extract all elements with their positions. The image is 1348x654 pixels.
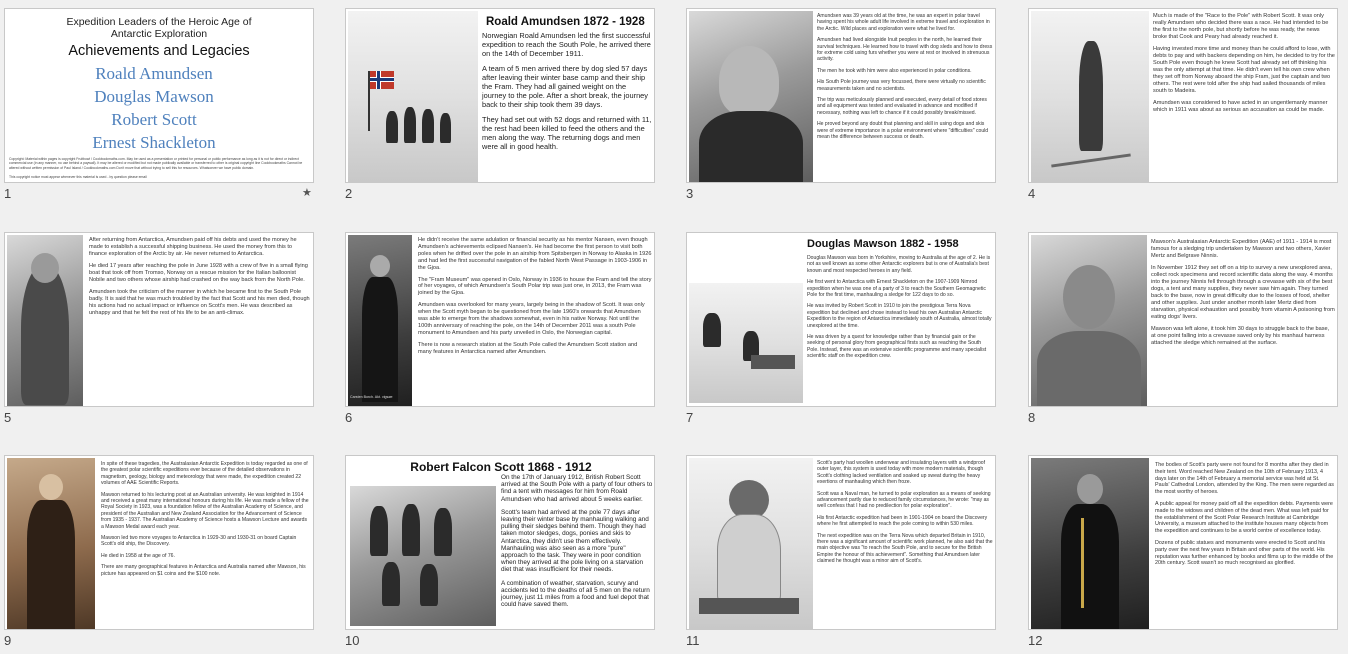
slide-6-para-2: The "Fram Museum" was opened in Oslo, Norway in 1936 to house the Fram and tell the story of her voyages, of which Amundsen's South Polar trip was just one, in 2013, the Fram was joined by the Gjoa. — [418, 276, 652, 297]
slide-5-para-1: After returning from Antarctica, Amundsen paid off his debts and used the money he made to establish a successful shipping business. He used the money from this to finance exploration of the Arctic by air. He never returned to Antarctica. — [89, 237, 297, 257]
amundsen-portrait-photo — [689, 11, 813, 182]
slide-12-para-2: A public appeal for money paid off all the expedition debts. Payments were made to the widows and children of the dead men. What was left paid for the establishment of the Scott Polar Research Institute at Cambridge University, a museum attached to the institute houses many objects from the expedition and continues to be a world centre of excellence today. — [1155, 500, 1333, 535]
slide-7-para-1: Douglas Mawson was born in Yorkshire, moving to Australia at the age of 2. He is not as well known as some other Antarctic explorers but is one of Australia's best known and most respected heroes in any field. — [807, 255, 991, 274]
slide-5-body — [89, 237, 311, 322]
slide-8-body — [1151, 239, 1335, 352]
slide-thumbnail-4[interactable] — [1028, 8, 1338, 183]
slide-2-para-2: A team of 5 men arrived there by dog sled 57 days after leaving their winter base camp and their ship the Fram. They had all gained weight on the journey to the pole. After a short break, the journey back to their ship took them 39 days. — [482, 64, 648, 109]
slide-7-para-3: He was invited by Robert Scott in 1910 to join the prestigious Terra Nova expedition but declined and chose instead to lead his own Australian Antarctic Expedition to the region of Antarctica immediately south of Australia, almost totally unexplored at the time. — [807, 303, 992, 329]
slide-number-8: 8 — [1028, 410, 1036, 425]
flag-icon — [368, 71, 394, 89]
slide-3-para-4: His South Pole journey was very focussed, there were virtually no scientific measurements taken and no scientists. — [817, 79, 986, 92]
slide-3-para-2: Amundsen had lived alongside Inuit peoples in the north, he learned their survival techniques. He learned how to travel with dog sleds and how to dress for extreme cold using furs whether you were at rest or involved in strenuous activity. — [817, 37, 993, 63]
slide-number-4: 4 — [1028, 186, 1036, 201]
slide-number-10: 10 — [345, 633, 360, 648]
slide-number-6: 6 — [345, 410, 353, 425]
slide-7-para-4: He was driven by a quest for knowledge rather than by financial gain or the seeking of personal glory from geographical firsts such as reaching the South Pole. Instead, there was an extensive scientific programme and many specialist scientific staff on the expedition crew. — [807, 334, 987, 360]
amundsen-standing-portrait-photo — [348, 235, 412, 406]
slide-10-para-1: On the 17th of January 1912, British Robert Scott arrived at the South Pole with a party of four others to find a tent with messages for him from Roald Amundsen who had arrived about 5 weeks earlier. — [501, 474, 653, 503]
slide-6-para-3: Amundsen was overlooked for many years, largely being in the shadow of Scott. It was only when the Scott myth began to be questioned from the late 1960's onwards that Amundsen was able to emerge from the shadows somewhat, even in his native Norway. Not until the 100th anniversary of reaching the pole, on the 14th of December 2011 was a south Pole monument to Amundsen and his party unveiled in Oslo, the Norwegian capital. — [418, 302, 645, 336]
slide-5-para-3: Amundsen took the criticism of the manner in which he became first to the South Pole badly. It is said that he was much troubled by the fact that Scott and his men died, though his actions had no actual impact or influence on Scott's men. He was described as unhappy and that he felt the rest of his life to be an anti-climax. — [89, 289, 310, 316]
star-icon[interactable]: ★ — [302, 187, 312, 199]
slide-1-copyright: Copyright: Material within pages is copyright Fruitbowl / Cookbookmaths.com. May be used as a presentation or printed for personal or public performance as long as it is not for direct or indirect commercial use (in any manner, no use behind a paywall). It may be altered or modified but not made publically available or transferred to other is original copyright line Cookbookmaths Cannot be altered without written permission of Paul Island / Cookbookmaths.com Don't move that without trying to sell this for resources. Whatsoever we have public domain. — [9, 157, 303, 170]
slide-9-body — [101, 461, 311, 582]
slide-9-para-3: Mawson led two more voyages to Antarctica in 1929-30 and 1930-31 on board Captain Scott's old ship, the Discovery. — [101, 535, 297, 548]
slide-11-para-3: His first Antarctic expedition had been in 1901-1904 on board the Discovery where he first attempted to reach the pole coming to within 530 miles. — [817, 514, 988, 528]
slide-10-title: Robert Falcon Scott 1868 - 1912 — [410, 460, 592, 474]
slide-12-para-1: The bodies of Scott's party were not found for 8 months after they died in their tent. Word reached New Zealand on the 10th of February 1913, 4 days later on the 14th of February a memorial service was held at St. Pauls' Cathedral London, attended by the King. The men were regarded as the most worthy of heroes. — [1155, 462, 1334, 496]
slide-10-para-3: A combination of weather, starvation, scurvy and accidents led to the deaths of all 5 men on the return journey, just 11 miles from a food and fuel depot that could have saved them. — [501, 579, 650, 609]
slide-3-body — [817, 13, 993, 146]
slide-thumbnail-7[interactable] — [686, 232, 996, 407]
slide-number-7: 7 — [686, 410, 694, 425]
slide-2-title: Roald Amundsen 1872 - 1928 — [486, 16, 645, 28]
slide-6-para-1: He didn't receive the same adulation or financial security as his mentor Nansen, even though Amundsen's achievements eclipsed Nansen's. He had become the first person to visit both poles when he drifted over the pole in an airship from Spitsbergen in Norway to Alaska in 1926 and had led the first successful navigation of the fabled North West Passage in 1903-1906 in the Gjoa. — [418, 237, 652, 271]
slide-11-para-2: Scott was a Naval man, he turned to polar exploration as a means of seeking advancement partly due to reduced family circumstances, he wrote: "may as well confess that I had no predilection for polar exploration". — [817, 490, 991, 510]
slide-thumbnail-2[interactable] — [345, 8, 655, 183]
mawson-sledging-photo — [689, 283, 803, 403]
slide-1-title-line1: Expedition Leaders of the Heroic Age of — [66, 16, 252, 28]
slide-9-para-1: In spite of these tragedies, the Australasian Antarctic Expedition is today regarded as one of the greatest polar scientific expeditions ever because of the detailed observations in magnetism, geology, biology and meteorology that were made, the expedition created 22 volumes of AAE Scientific Reports. — [101, 461, 308, 487]
slide-number-9: 9 — [4, 633, 12, 648]
slide-7-para-2: He first went to Antarctica with Ernest Shackleton on the 1907-1909 Nimrod expedition when he was one of a party of 3 to reach the Southern Geomagnetic Pole for the first time, manhauling a sledge for 122 days to do so. — [807, 279, 986, 299]
slide-3-para-5: The trip was meticulously planned and executed, every detail of food stores and all equipment was tested and evaluated in advance and modified if necessary, nothing was left to chance if it could possibly break/missed. — [817, 97, 987, 116]
slide-8-para-1: Mawson's Australasian Antarctic Expedition (AAE) of 1911 - 1914 is most famous for a sledging trip undertaken by Mawson and two others, Xavier Mertz and Belgrave Ninnis. — [1151, 239, 1332, 259]
slide-1-name-scott: Robert Scott — [111, 110, 197, 129]
slide-number-2: 2 — [345, 186, 353, 201]
slide-1-name-amundsen: Roald Amundsen — [95, 64, 213, 83]
slide-4-body — [1153, 13, 1335, 119]
amundsen-skiing-photo — [1031, 11, 1149, 182]
slide-2-body — [482, 31, 652, 157]
slide-10-para-2: Scott's team had arrived at the pole 77 days after leaving their winter base by manhauling walking and pulling their sledges behind them. Though they had taken motor sledges, dogs, ponies and skis to Antarctica, they didn't use them effectively. Manhauling was also seen as a more "pure" approach to the task. They were in poor condition when they arrived at the pole living on a starvation diet that was insufficient for their needs. — [501, 508, 649, 574]
slide-1-copyright-note: This copyright notice must appear whenever this material is used - by question please email — [9, 175, 147, 179]
slide-1-title-line2: Antarctic Exploration — [110, 28, 208, 40]
slide-7-title: Douglas Mawson 1882 - 1958 — [807, 238, 959, 250]
scott-party-south-pole-photo — [350, 486, 496, 626]
slide-11-para-4: The next expedition was on the Terra Nova which departed Britain in 1910, there was a significant amount of scientific work planned, he also said that the main objective was "to reach the South Pole, and to secure for the British Empire the honour of this achievement". Something that Amundsen later claimed he thought was a minor aim of Scott's. — [817, 532, 993, 565]
slide-number-12: 12 — [1028, 633, 1043, 648]
slide-1-name-mawson: Douglas Mawson — [94, 87, 214, 106]
slide-thumbnail-10[interactable] — [345, 455, 655, 630]
amundsen-south-pole-photo — [348, 11, 478, 182]
slide-6-body — [418, 237, 652, 361]
slide-9-para-2: Mawson returned to his lecturing post at an Australian university. He was knighted in 1914 and received a great many international honours during his life. He was made a fellow of the Royal Society in 1923, was a foundation fellow of the Australian Academy of Science, and president of the Australian and New Zealand Association for the Advancement of Science from 1935 - 1937. The Australian Academy of Science hosts a Mawson Lecture and awards a Mawson Medal award each year. — [101, 491, 309, 530]
slide-9-para-5: There are many geographical features in Antarctica and Australia named after Mawson, his picture has appeared on $1 coins and the $100 note. — [101, 564, 306, 577]
mawson-formal-portrait-photo — [7, 458, 95, 629]
slide-3-para-6: He proved beyond any doubt that planning and skill in using dogs and skis were of extreme importance in a polar environment where "difficulties" could mean the difference between success or death. — [817, 121, 989, 141]
mawson-portrait-photo — [1031, 235, 1147, 406]
slide-number-1: 1 — [4, 186, 12, 201]
slide-2-para-1: Norwegian Roald Amundsen led the first successful expedition to reach the South Pole, he arrived there on the 14th of December 1911. — [482, 31, 651, 58]
slide-12-body — [1155, 462, 1335, 572]
slide-thumbnail-5[interactable] — [4, 232, 314, 407]
slide-thumbnail-9[interactable] — [4, 455, 314, 630]
slide-9-para-4: He died in 1958 at the age of 76. — [101, 552, 175, 559]
slide-thumbnail-12[interactable] — [1028, 455, 1338, 630]
slide-3-para-3: The men he took with him were also experienced in polar conditions. — [817, 67, 972, 74]
slide-5-para-2: He died 17 years after reaching the pole in June 1928 with a crew of five in a small flying boat that took off from Tromso, Norway on a rescue mission for the Italian balloonist Nobile and two others whose airship had crashed on the way back from the North Pole. — [89, 263, 308, 283]
slide-12-para-3: Dozens of public statues and monuments were erected to Scott and his party over the next few years in Britain and other parts of the world. His reputation was further enhanced by books and films up to the middle of the 20th century. Scott wasn't so much recognised as glorified. — [1155, 539, 1334, 567]
slide-10-body — [501, 474, 653, 614]
amundsen-fur-coat-photo — [7, 235, 83, 406]
slide-1-subtitle: Achievements and Legacies — [68, 43, 250, 59]
slide-number-3: 3 — [686, 186, 694, 201]
slide-number-11: 11 — [686, 633, 700, 648]
slide-6-para-4: There is now a research station at the South Pole called the Amundsen Scott station and many features in Antarctica named after Amundsen. — [418, 341, 638, 355]
slide-8-para-2: In November 1912 they set off on a trip to survey a new unexplored area, collect rock specimens and record scientific data along the way. 4 months into the journey Ninnis fell through through a crevasse with six of the best dogs, a tent and many supplies, they never saw him again. They turned back to the base, now in great difficulty due to the losses of food, shelter and other supplies. Just under another month later Mertz died from starvation, physical exhaustion and possibly from vitamin A poisoning from eating dogs' livers. — [1151, 265, 1335, 320]
slide-thumbnail-3[interactable] — [686, 8, 996, 183]
slide-11-body — [817, 460, 993, 570]
slide-3-para-1: Amundsen was 39 years old at the time, he was an expert in polar travel having spent his whole adult life involved in extreme travel and exploration in the Arctic. Wild places and exploration were what he lived for. — [817, 13, 990, 32]
slide-11-para-1: Scott's party had woollen underwear and insulating layers with a windproof outer layer, this system is used today with more modern materials, though Scott's clothing lacked ventilation and soaked up sweat during the heavy exertions of manhauling which then froze. — [817, 460, 986, 486]
slide-4-para-1: Much is made of the "Race to the Pole" with Robert Scott. It was only really Amundsen who decided there was a race. He had intended to be the first to the north pole, but shortly before he was ready, the news broke that Cook and Peary had already reached it. — [1153, 13, 1329, 40]
slide-2-para-3: They had set out with 52 dogs and returned with 11, the rest had been killed to feed the others and the men along the way. The returning dogs and men were all in good health. — [482, 115, 652, 151]
slide-7-body — [807, 255, 993, 365]
slide-6-photo-caption: Carsten Borch. Akt. vigsøe — [350, 395, 393, 399]
slide-thumbnail-1[interactable] — [4, 8, 314, 183]
slide-4-para-2: Having invested more time and money than he could afford to lose, with debts to pay and with backers depending on him, he decided to try for the South Pole even though he knew Scott had already set off thinking his was the only attempt at that time. He didn't even tell his own crew when they set off from Norway aboard the ship Fram, just the captain and two others. The rest were told after the ship had sailed thousands of miles south to Madeira. — [1153, 46, 1335, 94]
scott-naval-uniform-photo — [1031, 458, 1149, 629]
scott-polar-gear-photo — [689, 458, 813, 629]
slide-thumbnail-11[interactable] — [686, 455, 996, 630]
slide-thumbnail-6[interactable] — [345, 232, 655, 407]
slide-1-name-shackleton: Ernest Shackleton — [92, 133, 216, 152]
slide-thumbnail-8[interactable] — [1028, 232, 1338, 407]
slide-number-5: 5 — [4, 410, 12, 425]
slide-8-para-3: Mawson was left alone, it took him 30 days to struggle back to the base, at one point falling into a crevasse saved only by his manhaul harness attached the sledge which remained at the surface. — [1151, 326, 1330, 346]
slide-4-para-3: Amundsen was considered to have acted in an ungentlemanly manner which in 1911 was about as serious an accusation as could be made. — [1153, 100, 1328, 113]
